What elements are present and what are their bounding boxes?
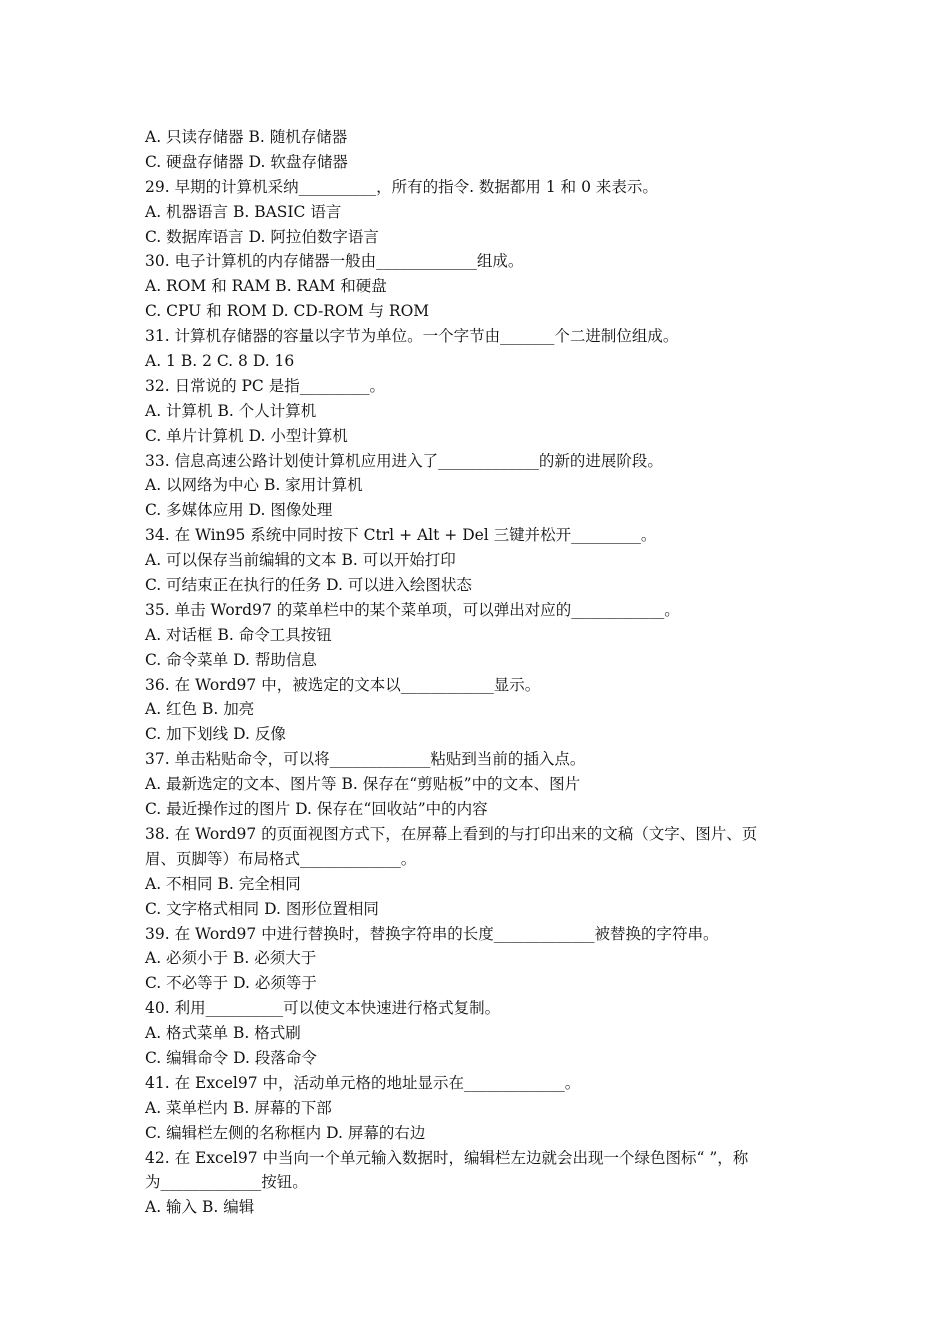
text-line: A. 菜单栏内 B. 屏幕的下部	[145, 1098, 332, 1117]
text-line: A. 计算机 B. 个人计算机	[145, 401, 317, 420]
question-39: 39. 在 Word97 中进行替换时，替换字符串的长度_____________被替换的字符串。	[145, 924, 719, 943]
text-line: C. 加下划线 D. 反像	[145, 725, 286, 744]
text-line: A. 不相同 B. 完全相同	[145, 874, 301, 893]
text-line: A. 格式菜单 B. 格式刷	[145, 1024, 301, 1043]
text-line: C. CPU 和 ROM D. CD-ROM 与 ROM	[145, 302, 430, 321]
document-body	[145, 125, 815, 1220]
text-line: 为_____________按钮。	[145, 1173, 308, 1192]
text-line: C. 最近操作过的图片 D. 保存在“回收站”中的内容	[145, 800, 488, 819]
text-line: A. 1 B. 2 C. 8 D. 16	[145, 352, 295, 371]
text-line: A. 只读存储器 B. 随机存储器	[145, 128, 348, 146]
question-32: 32. 日常说的 PC 是指_________。	[145, 376, 385, 395]
question-37: 37. 单击粘贴命令，可以将_____________粘贴到当前的插入点。	[145, 750, 586, 769]
text-line: A. 必须小于 B. 必须大于	[145, 949, 317, 968]
question-35: 35. 单击 Word97 的菜单栏中的某个菜单项，可以弹出对应的____________。	[145, 600, 680, 619]
question-30: 30. 电子计算机的内存储器一般由_____________组成。	[145, 252, 524, 271]
text-line: C. 不必等于 D. 必须等于	[145, 974, 317, 993]
text-line: C. 编辑栏左侧的名称框内 D. 屏幕的右边	[145, 1123, 426, 1142]
text-line: A. 可以保存当前编辑的文本 B. 可以开始打印	[145, 551, 456, 570]
text-line: C. 命令菜单 D. 帮助信息	[145, 650, 317, 669]
question-36: 36. 在 Word97 中，被选定的文本以____________显示。	[145, 675, 541, 694]
text-line: A. 以网络为中心 B. 家用计算机	[145, 476, 363, 495]
question-40: 40. 利用__________可以使文本快速进行格式复制。	[145, 999, 501, 1018]
text-line: A. 对话框 B. 命令工具按钮	[145, 625, 332, 644]
text-line: C. 文字格式相同 D. 图形位置相同	[145, 899, 379, 918]
text-line: A. ROM 和 RAM B. RAM 和硬盘	[145, 277, 387, 296]
text-line: C. 多媒体应用 D. 图像处理	[145, 501, 333, 520]
text-line: C. 数据库语言 D. 阿拉伯数字语言	[145, 227, 379, 246]
text-line: A. 红色 B. 加亮	[145, 700, 255, 719]
question-41: 41. 在 Excel97 中，活动单元格的地址显示在_____________。	[145, 1073, 581, 1092]
text-line: C. 编辑命令 D. 段落命令	[145, 1048, 317, 1067]
question-29: 29. 早期的计算机采纳__________，所有的指令. 数据都用 1 和 0 来表示。	[145, 177, 658, 196]
text-line: 眉、页脚等）布局格式_____________。	[145, 849, 417, 868]
text-line: C. 可结束正在执行的任务 D. 可以进入绘图状态	[145, 576, 472, 595]
text-line: C. 单片计算机 D. 小型计算机	[145, 426, 348, 445]
question-33: 33. 信息高速公路计划使计算机应用进入了_____________的新的进展阶段。	[145, 451, 663, 470]
text-line: C. 硬盘存储器 D. 软盘存储器	[145, 152, 348, 171]
text-line: A. 输入 B. 编辑	[145, 1198, 255, 1217]
question-34: 34. 在 Win95 系统中同时按下 Ctrl + Alt + Del 三键并松开_________。	[145, 526, 657, 545]
text-line: A. 最新选定的文本、图片等 B. 保存在“剪贴板”中的文本、图片	[145, 775, 581, 794]
question-38: 38. 在 Word97 的页面视图方式下，在屏幕上看到的与打印出来的文稿（文字、图片、页	[145, 824, 758, 843]
text-line: A. 机器语言 B. BASIC 语言	[145, 202, 342, 221]
question-42: 42. 在 Excel97 中当向一个单元输入数据时，编辑栏左边就会出现一个绿色图标“ ”，称	[145, 1148, 749, 1167]
question-31: 31. 计算机存储器的容量以字节为单位。一个字节由_______个二进制位组成。	[145, 327, 679, 346]
